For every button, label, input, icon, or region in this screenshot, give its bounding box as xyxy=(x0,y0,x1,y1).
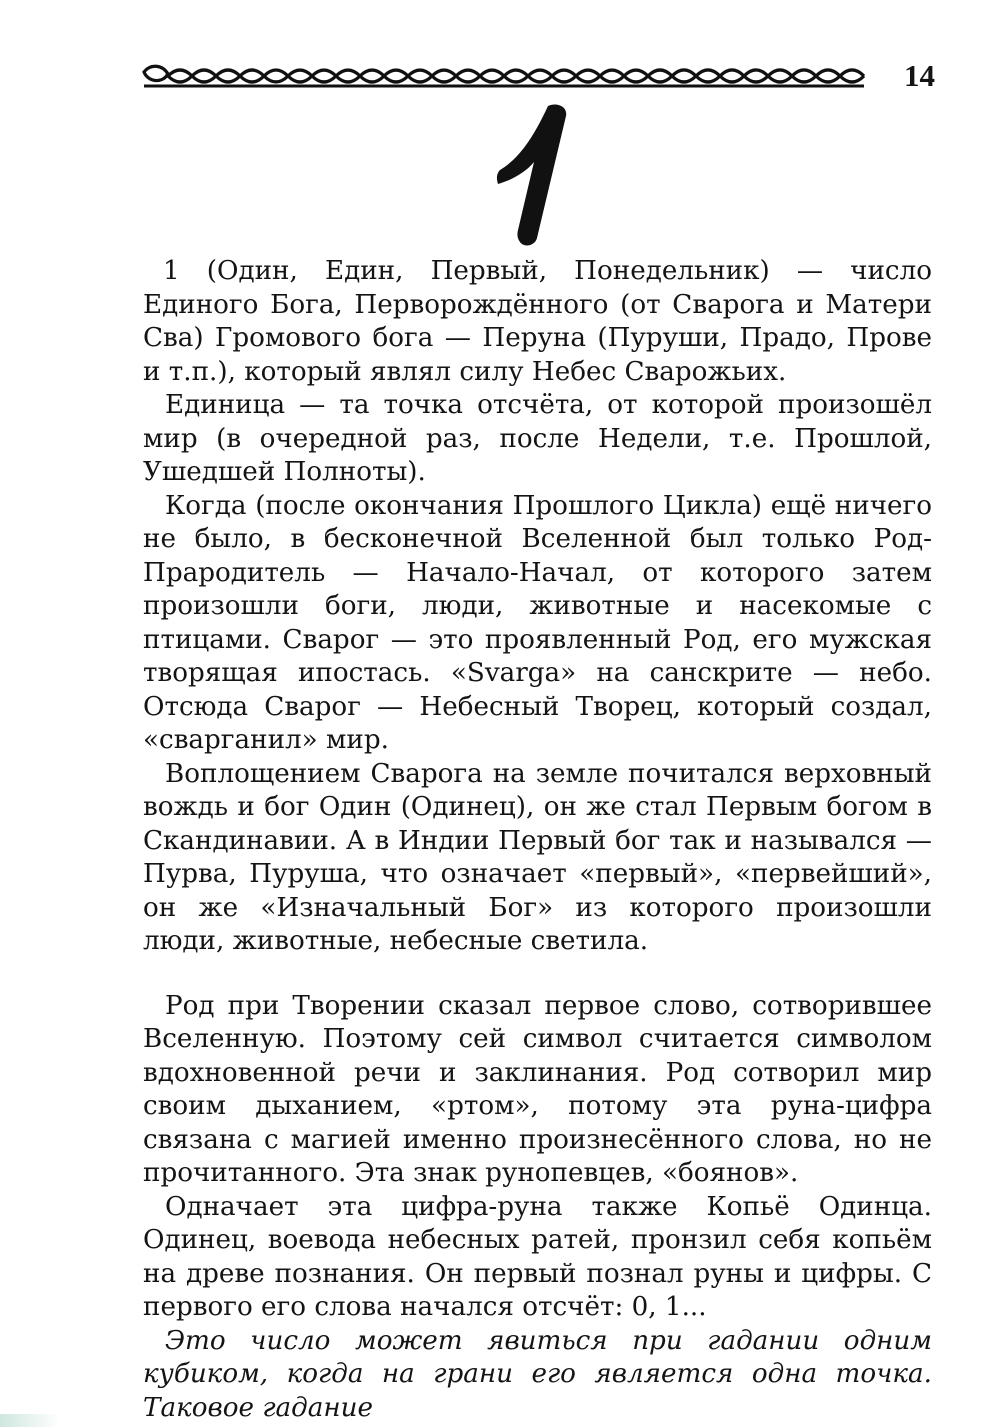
paragraph: Единица — та точка отсчёта, от которой произошёл мир (в очередной раз, после Недели, т.е. Прошлой, Ушедшей Полноты). xyxy=(143,390,932,487)
paragraph: 1 (Один, Един, Первый, Понедельник) — число Единого Бога, Перворождённого (от Сварога и Матери Сва) Громового бога — Перуна (Пуруши, Прадо, Прове и т.п.), который являл силу Небес Сварожьих. xyxy=(143,256,932,387)
paragraph: Воплощением Сварога на земле почитался верховный вождь и бог Один (Одинец), он же стал Первым богом в Скандинавии. А в Индии Первый бог так и назывался — Пурва, Пуруша, что означает «первый», «первейший», он же «Изначальный Бог» из которого произошли люди, животные, небесные светила. xyxy=(143,758,932,956)
chapter-numeral-text: 1 xyxy=(535,239,537,241)
paragraph: Одначает эта цифра-руна также Копьё Одинца. Одинец, воевода небесных ратей, пронзил себя копьём на древе познания. Он первый познал руны и цифры. С первого его слова начался отсчёт: 0, 1... xyxy=(143,1191,932,1322)
paragraph-italic: Это число может явиться при гадании одним кубиком, когда на грани его является одна точка. Таковое гадание xyxy=(143,1325,932,1423)
page-header xyxy=(140,56,935,96)
chapter-numeral xyxy=(490,100,580,250)
paragraph: Когда (после окончания Прошлого Цикла) ещё ничего не было, в бесконечной Вселенной был только Род-Прародитель — Начало-Начал, от которого затем произошли боги, люди, животные и насекомые с птицами. Сварог — это проявленный Род, его мужская творящая ипостась. «Svarga» на санскрите — небо. Отсюда Сварог — Небесный Творец, который создал, «сварганил» мир. xyxy=(143,490,932,755)
scan-edge-mark xyxy=(0,1414,60,1427)
page-number: 14 xyxy=(904,58,935,93)
paragraph: Род при Творении сказал первое слово, сотворившее Вселенную. Поэтому сей символ считается символом вдохновенной речи и заклинания. Род сотворил мир своим дыханием, «ртом», потому эта руна-цифра связана с магией именно произнесённого слова, но не прочитанного. Эта знак рунопевцев, «боянов». xyxy=(143,990,932,1188)
braided-rope-ornament-icon xyxy=(140,60,870,92)
body-text xyxy=(143,255,932,1425)
